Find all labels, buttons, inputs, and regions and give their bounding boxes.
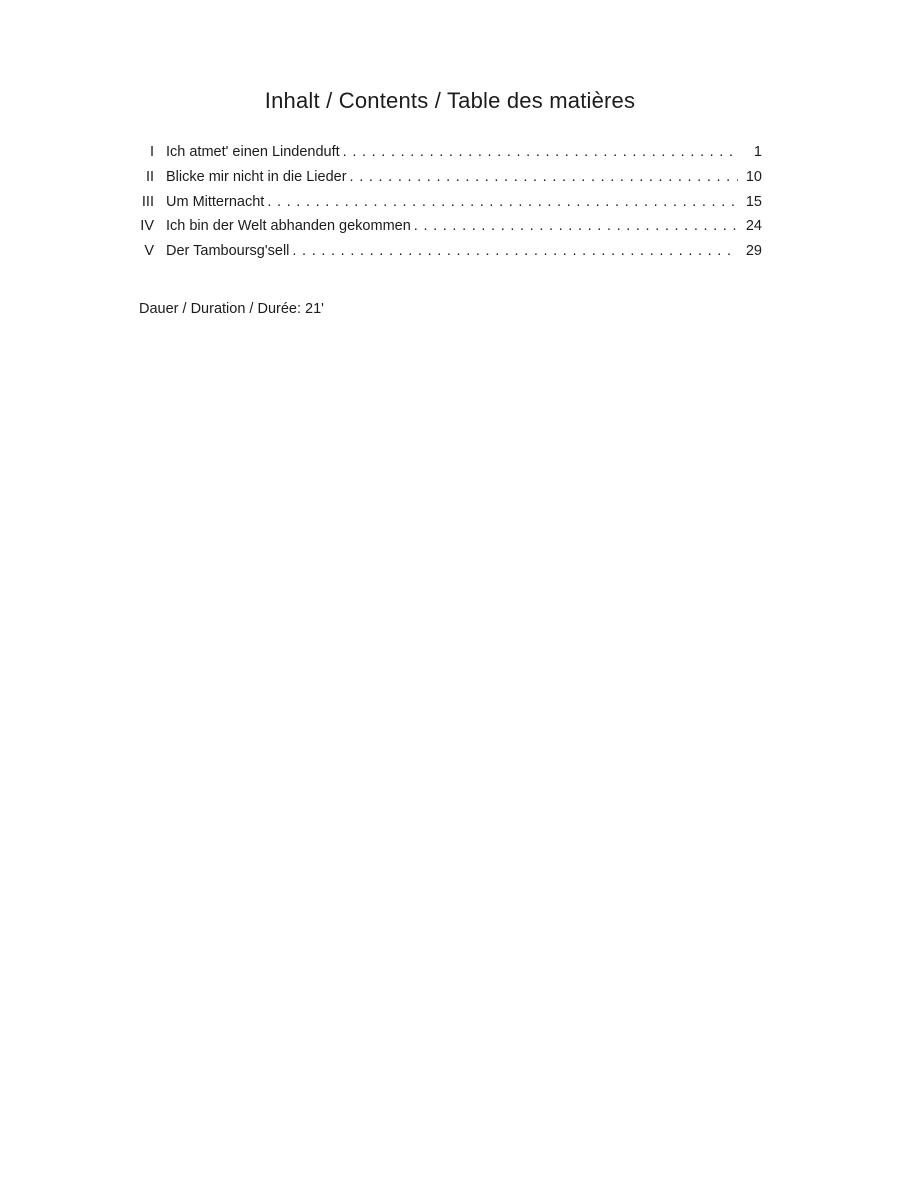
toc-entry-page: 24 xyxy=(745,218,762,235)
dot-leader xyxy=(264,190,738,215)
toc-entry-page: 10 xyxy=(745,168,762,185)
toc-entry-title: Blicke mir nicht in die Lieder xyxy=(166,168,347,185)
toc-entry-page: 15 xyxy=(745,193,762,210)
toc-entry-page: 29 xyxy=(745,243,762,259)
toc-entry-numeral: II xyxy=(145,168,154,185)
duration-note: Dauer / Duration / Durée: 21' xyxy=(139,301,324,317)
toc-entry xyxy=(139,214,762,239)
toc-entry xyxy=(139,239,762,264)
toc-entry-title: Um Mitternacht xyxy=(166,193,265,210)
dot-leader xyxy=(347,165,738,190)
toc-entry-numeral: I xyxy=(149,144,154,160)
toc-entry-title: Ich atmet' einen Lindenduft xyxy=(166,144,340,160)
toc-entry xyxy=(139,190,762,215)
dot-leader xyxy=(340,140,738,165)
toc-list xyxy=(139,140,762,264)
toc-entry-numeral: V xyxy=(144,243,154,259)
dot-leader xyxy=(289,239,738,264)
toc-entry-title: Ich bin der Welt abhanden gekommen xyxy=(166,218,411,235)
toc-entry-numeral: IV xyxy=(140,218,154,235)
toc-entry-page: 1 xyxy=(753,144,762,160)
page-title: Inhalt / Contents / Table des matières xyxy=(264,88,636,113)
dot-leader xyxy=(411,214,738,239)
toc-entry xyxy=(139,140,762,165)
toc-entry-title: Der Tamboursg'sell xyxy=(166,243,290,259)
toc-entry-numeral: III xyxy=(141,193,154,210)
toc-entry xyxy=(139,165,762,190)
